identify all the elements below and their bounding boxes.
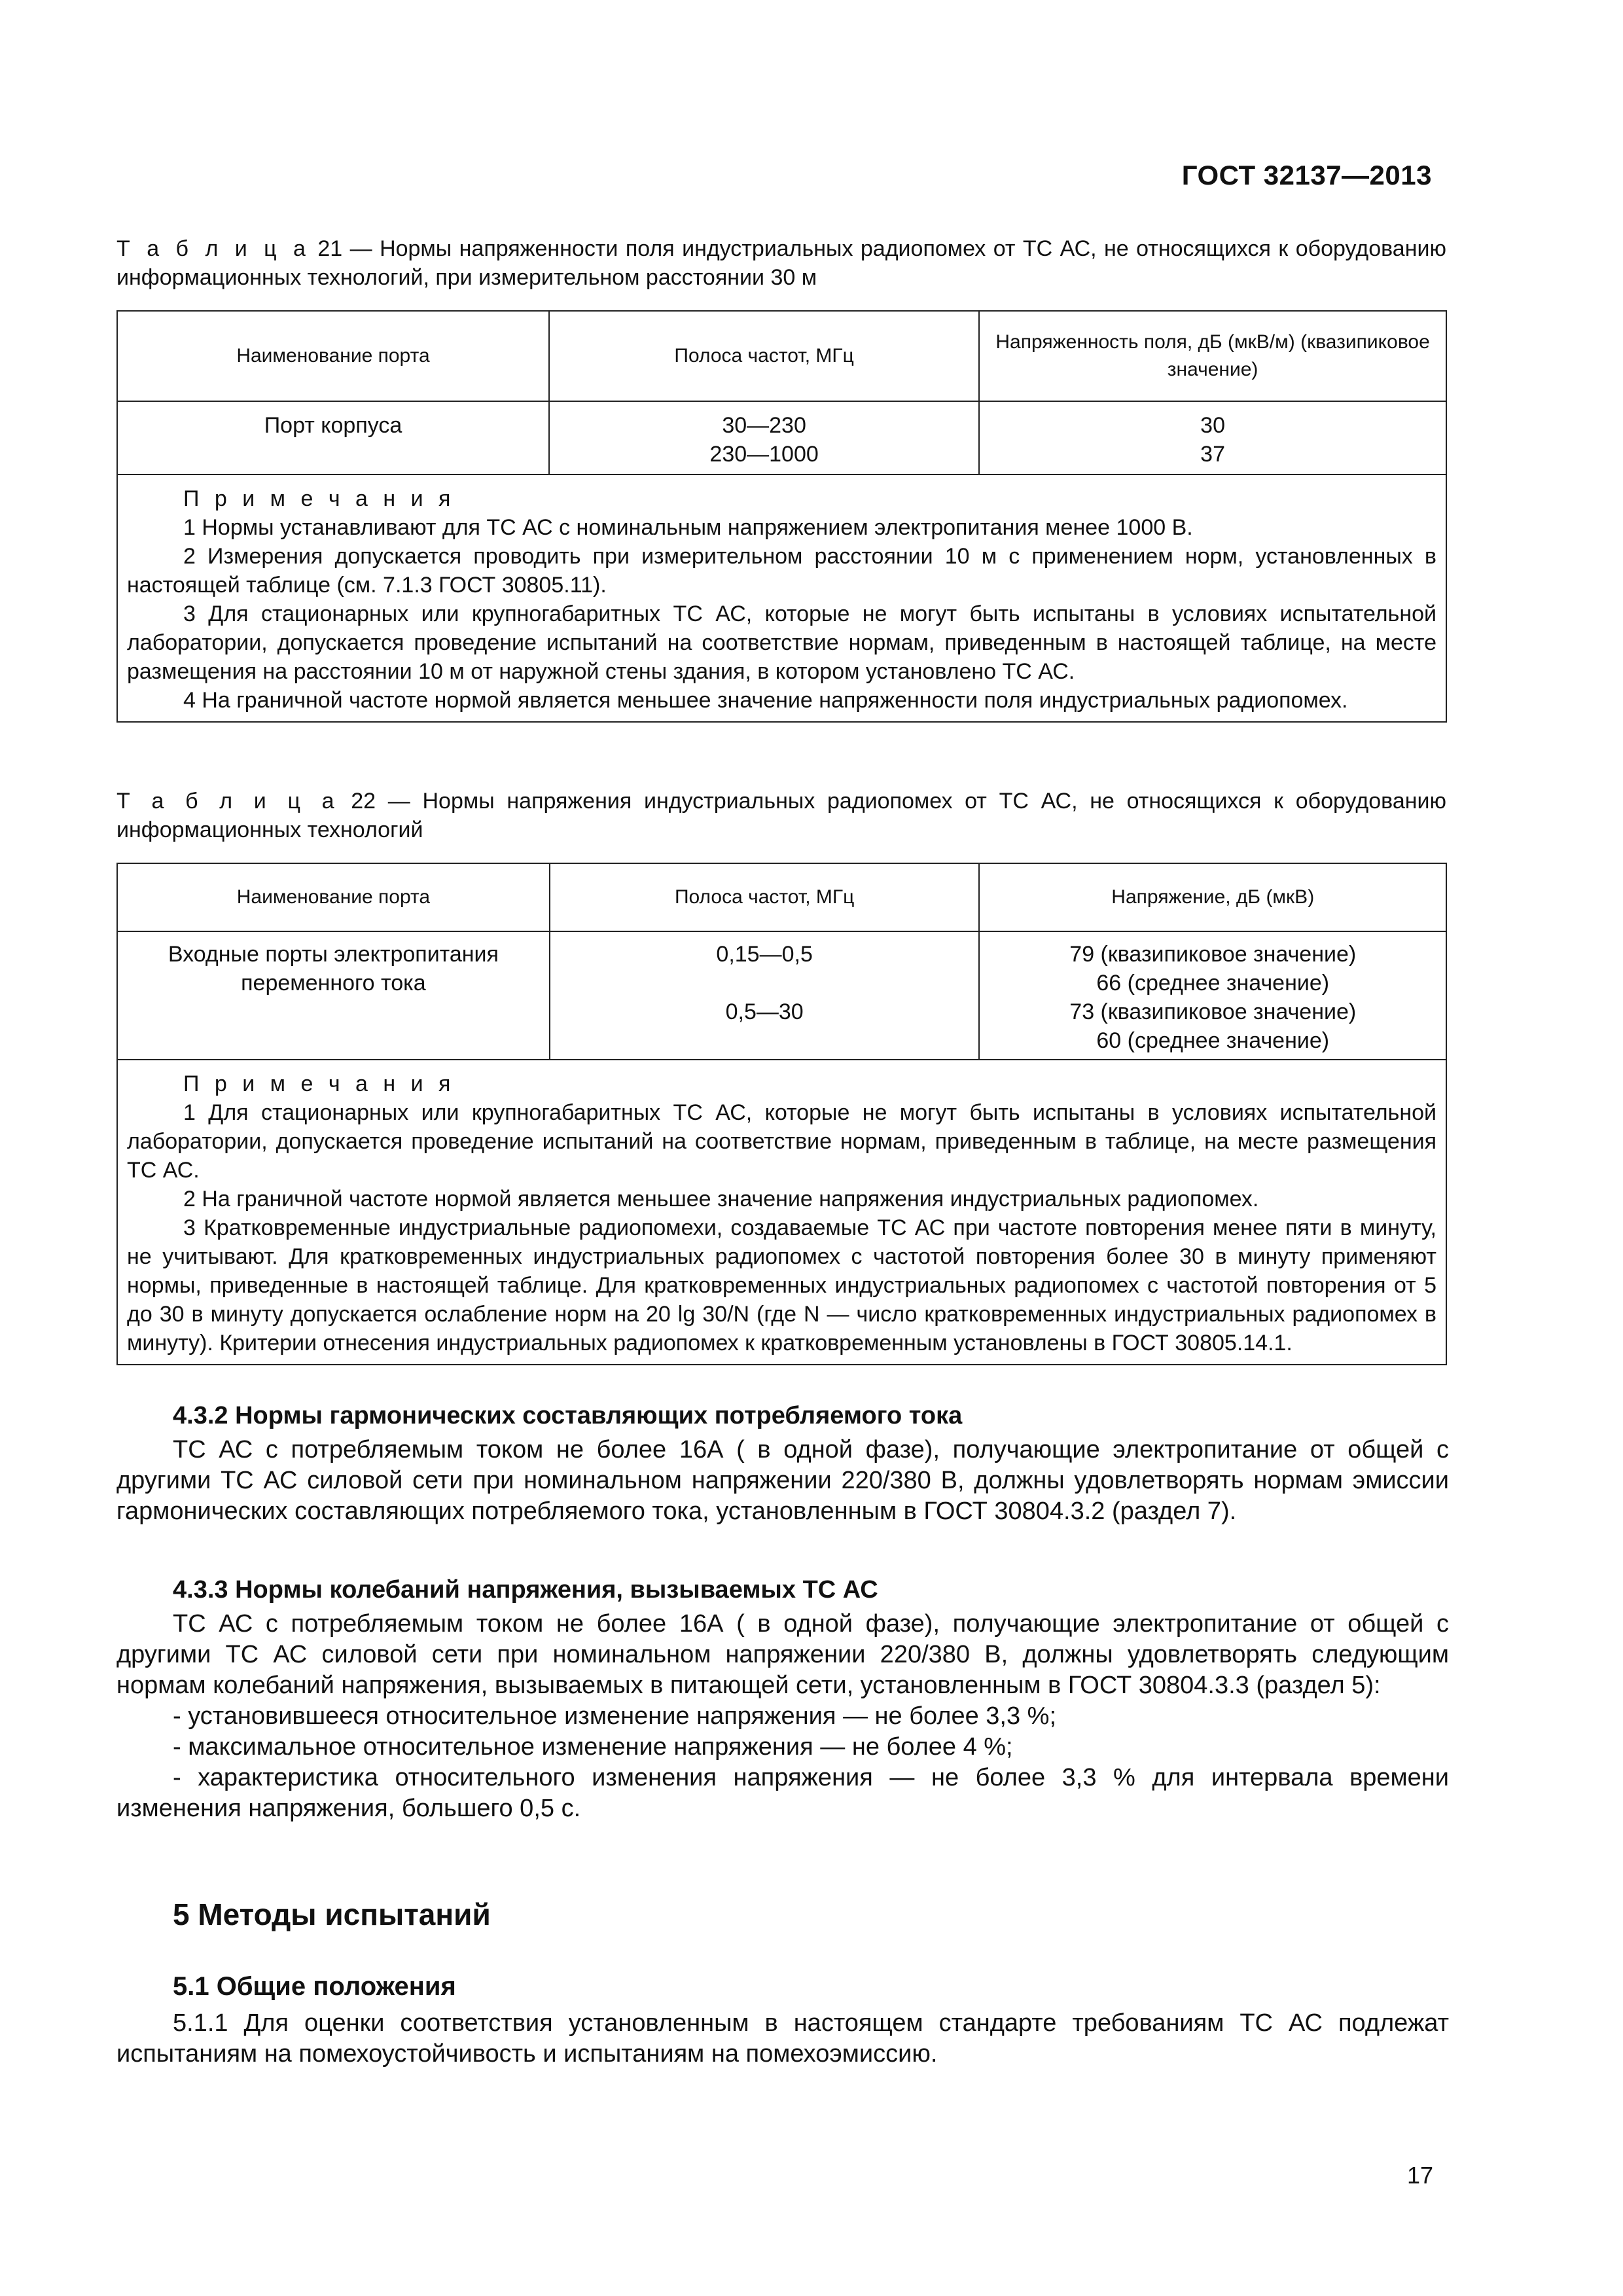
table-21-band-1: 30—230 [722, 413, 806, 438]
table-21-notes-title: П р и м е ч а н и я [183, 486, 455, 511]
table-22-notes-row [117, 1060, 1446, 1365]
section-4-3-2-heading: 4.3.2 Нормы гармонических составляющих потребляемого тока [173, 1402, 963, 1429]
section-4-3-2-text: ТС АС с потребляемым током не более 16А ( в одной фазе), получающие электропитание от общей с другими ТС АС силовой сети при номинальном напряжении 220/380 В, должны удовлетворять нормам эмиссии гармонических составляющих потребляемого тока, установленным в ГОСТ 30804.3.2 (раздел 7). [116, 1436, 1449, 1525]
table-22-caption-prefix: Т а б л и ц а [116, 789, 339, 814]
section-4-3-3-body [116, 1609, 1449, 1824]
section-4-3-3-item-1: - установившееся относительное изменение напряжения — не более 3,3 %; [173, 1702, 1057, 1730]
table-22-notes [117, 1060, 1446, 1365]
table-21-caption [116, 234, 1446, 292]
page-number: 17 [1406, 2162, 1433, 2189]
table-22-cell-port: Входные порты электропитания переменного тока [117, 931, 550, 1060]
table-21-value-2: 37 [1200, 442, 1225, 467]
section-5-heading: 5 Методы испытаний [173, 1897, 491, 1931]
section-4-3-3-item-2: - максимальное относительное изменение напряжения — не более 4 %; [173, 1733, 1013, 1761]
table-21-band-2: 230—1000 [709, 442, 819, 467]
table-22-header-port: Наименование порта [117, 863, 550, 931]
table-21-caption-text: 21 — Нормы напряженности поля индустриальных радиопомех от ТС АС, не относящихся к оборудованию информационных технологий, при измерительном расстоянии 30 м [116, 236, 1446, 290]
table-22-value-4: 60 (среднее значение) [1096, 1028, 1330, 1053]
table-22-row [117, 931, 1446, 1060]
section-5-1-1-text: 5.1.1 Для оценки соответствия установленным в настоящем стандарте требованиям ТС АС подлежат испытаниям на помехоустойчивость и испытаниям на помехоэмиссию. [116, 2009, 1449, 2068]
table-22-cell-values [979, 931, 1446, 1060]
table-21-header-value: Напряженность поля, дБ (мкВ/м) (квазипиковое значение) [979, 311, 1446, 401]
table-22-caption-text: 22 — Нормы напряжения индустриальных радиопомех от ТС АС, не относящихся к оборудованию информационных технологий [116, 789, 1447, 842]
table-21-cell-bands [549, 401, 979, 475]
table-21-notes [117, 475, 1446, 722]
table-22-note-3: 3 Кратковременные индустриальные радиопомехи, создаваемые ТС АС при частоте повторения менее пяти в минуту, не учитывают. Для кратковременных индустриальных радиопомех с частотой повторения более 30 в минуту применяют нормы, приведенные в настоящей таблице. Для кратковременных индустриальных радиопомех с частотой повторения от 5 до 30 в минуту допускается ослабление норм на 20 lg 30/N (где N — число кратковременных индустриальных радиопомех в минуту). Критерии отнесения индустриальных радиопомех к кратковременным установлены в ГОСТ 30805.14.1. [127, 1215, 1436, 1355]
table-21-note-4: 4 На граничной частоте нормой является меньшее значение напряженности поля индустриальных радиопомех. [183, 688, 1348, 713]
table-21-header-port: Наименование порта [117, 311, 549, 401]
section-4-3-3-text: ТС АС с потребляемым током не более 16А ( в одной фазе), получающие электропитание от общей с другими ТС АС силовой сети при номинальном напряжении 220/380 В, должны удовлетворять следующим нормам колебаний напряжения, вызываемых в питающей сети, установленным в ГОСТ 30804.3.3 (раздел 5): [116, 1610, 1449, 1699]
table-22-value-2: 66 (среднее значение) [1096, 971, 1330, 996]
table-22-band-2: 0,5—30 [725, 999, 804, 1024]
table-21-note-3: 3 Для стационарных или крупногабаритных ТС АС, которые не могут быть испытаны в условиях испытательной лаборатории, допускается проведение испытаний на соответствие нормам, приведенным в настоящей таблице, на месте размещения на расстоянии 10 м от наружной стены здания, в котором установлено ТС АС. [127, 601, 1436, 684]
table-22-header-band: Полоса частот, МГц [550, 863, 980, 931]
table-21 [116, 310, 1447, 723]
section-4-3-3-heading: 4.3.3 Нормы колебаний напряжения, вызываемых ТС АС [173, 1576, 878, 1604]
table-21-header-row [117, 311, 1446, 401]
table-22-header-row [117, 863, 1446, 931]
table-21-row [117, 401, 1446, 475]
table-22-band-1: 0,15—0,5 [716, 942, 813, 967]
table-22 [116, 863, 1447, 1365]
table-22-band-gap [558, 969, 971, 997]
table-21-notes-row [117, 475, 1446, 722]
table-21-cell-values [979, 401, 1446, 475]
table-22-note-1: 1 Для стационарных или крупногабаритных ТС АС, которые не могут быть испытаны в условиях испытательной лаборатории, допускается проведение испытаний на соответствие нормам, приведенным в таблице, на месте размещения ТС АС. [127, 1100, 1436, 1183]
document-header-id: ГОСТ 32137—2013 [1181, 160, 1432, 190]
table-22-note-2: 2 На граничной частоте нормой является меньшее значение напряжения индустриальных радиопомех. [183, 1187, 1259, 1211]
table-21-caption-prefix: Т а б л и ц а [116, 236, 310, 261]
table-21-header-band: Полоса частот, МГц [549, 311, 979, 401]
table-21-note-1: 1 Нормы устанавливают для ТС АС с номинальным напряжением электропитания менее 1000 В. [183, 515, 1193, 540]
table-22-cell-bands [550, 931, 980, 1060]
section-4-3-3-item-3: - характеристика относительного изменения напряжения — не более 3,3 % для интервала времени изменения напряжения, большего 0,5 с. [116, 1764, 1449, 1822]
section-5-1-heading: 5.1 Общие положения [173, 1972, 456, 2001]
table-22-value-3: 73 (квазипиковое значение) [1069, 999, 1357, 1024]
table-22-caption [116, 787, 1446, 844]
table-21-value-1: 30 [1200, 413, 1225, 438]
table-22-notes-title: П р и м е ч а н и я [183, 1071, 455, 1096]
table-21-note-2: 2 Измерения допускается проводить при измерительном расстоянии 10 м с применением норм, установленных в настоящей таблице (см. 7.1.3 ГОСТ 30805.11). [127, 544, 1436, 598]
table-22-header-value: Напряжение, дБ (мкВ) [979, 863, 1446, 931]
table-22-value-1: 79 (квазипиковое значение) [1069, 942, 1357, 967]
table-21-cell-port: Порт корпуса [117, 401, 549, 475]
